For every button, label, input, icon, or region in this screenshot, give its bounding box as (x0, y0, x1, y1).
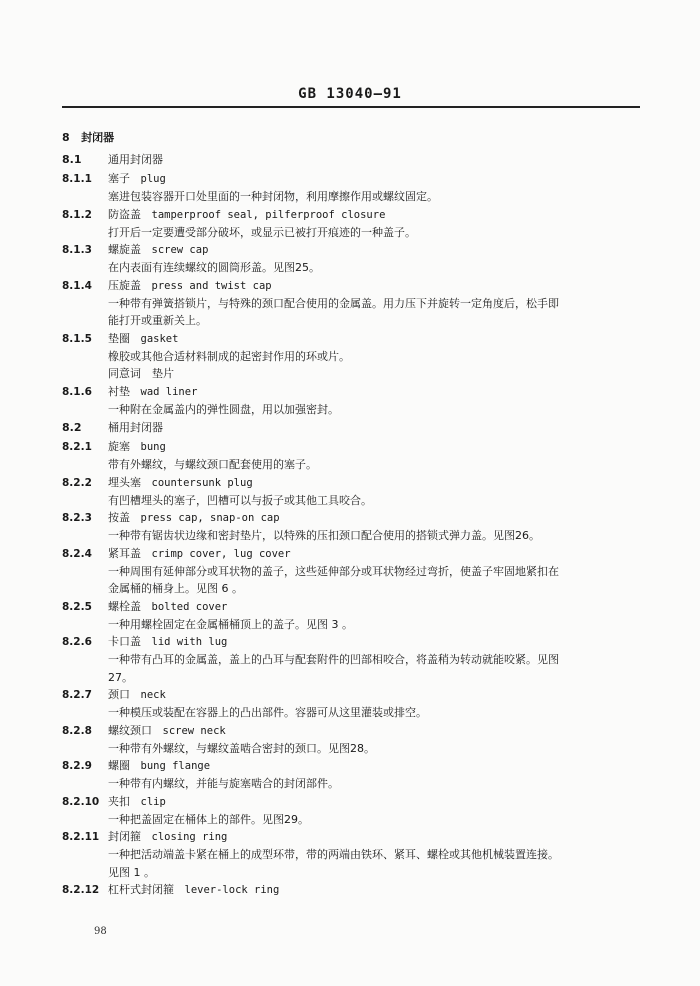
term-definition: 一种模压或装配在容器上的凸出部件。容器可从这里灌装或排空。 (108, 706, 427, 719)
term-entry (62, 598, 642, 634)
entry-number: 8.2.2 (62, 476, 92, 489)
term-entry (62, 241, 642, 277)
term-english: lever-lock ring (184, 884, 280, 896)
entry-number: 8.2.12 (62, 884, 100, 896)
term-entry (62, 545, 642, 598)
term-row (62, 722, 642, 740)
term-entry (62, 722, 642, 758)
term-row (62, 828, 642, 846)
section-heading (62, 126, 642, 150)
entry-number: 8.1.3 (62, 244, 92, 256)
term-row (62, 241, 642, 259)
term-english: screw cap (151, 244, 209, 256)
term-chinese: 旋塞 (108, 440, 130, 453)
entry-number: 8.1.2 (62, 208, 92, 221)
term-row (62, 170, 642, 188)
term-chinese: 垫圈 (108, 331, 130, 345)
term-definition: 在内表面有连续螺纹的圆筒形盖。见图25。 (108, 261, 320, 274)
term-english: bolted cover (151, 600, 228, 613)
term-definition: 同意词 垫片 (108, 367, 174, 380)
term-english: clip (140, 795, 166, 808)
term-row (62, 598, 642, 616)
term-row (62, 509, 642, 527)
term-definition: 27。 (108, 670, 133, 684)
term-english: wad liner (140, 385, 198, 398)
term-entry (62, 383, 642, 419)
term-chinese: 螺栓盖 (108, 599, 141, 613)
term-row (62, 633, 642, 651)
term-row (62, 438, 642, 456)
term-english: press cap, snap-on cap (140, 512, 280, 524)
header-rule (62, 106, 640, 108)
term-row (62, 474, 642, 492)
term-definition: 打开后一定要遭受部分破坏，或显示已被打开痕迹的一种盖子。 (108, 225, 416, 239)
term-chinese: 埋头塞 (108, 475, 141, 489)
entry-number: 8.2.11 (62, 831, 100, 843)
entry-number: 8.2.10 (62, 795, 100, 808)
term-definition: 一种附在金属盖内的弹性圆盘，用以加强密封。 (108, 402, 339, 416)
term-definition: 金属桶的桶身上。见图 6 。 (108, 582, 243, 595)
term-chinese: 螺圈 (108, 759, 130, 772)
entry-number: 8.1.1 (62, 173, 92, 185)
term-chinese: 塞子 (108, 172, 130, 185)
term-chinese: 封闭箍 (108, 830, 141, 843)
term-definition: 一种带有内螺纹，并能与旋塞啮合的封闭部件。 (108, 777, 339, 790)
term-entry (62, 793, 642, 829)
term-chinese: 防盗盖 (108, 207, 141, 221)
term-row (62, 383, 642, 401)
term-english: neck (140, 689, 166, 701)
term-chinese: 按盖 (108, 511, 130, 524)
term-definition: 一种带有弹簧搭锁片，与特殊的颈口配合使用的金属盖。用力压下并旋转一定角度后，松手即 (108, 296, 559, 310)
term-chinese: 夹扣 (108, 794, 130, 808)
term-entry (62, 881, 642, 899)
term-entry (62, 757, 642, 793)
term-chinese: 紧耳盖 (108, 546, 141, 560)
entry-number: 8.2.3 (62, 512, 92, 524)
term-entry (62, 277, 642, 330)
term-chinese: 螺纹颈口 (108, 723, 152, 737)
term-entry (62, 509, 642, 545)
term-english: bung flange (140, 760, 211, 772)
term-entry (62, 686, 642, 722)
term-entry (62, 438, 642, 474)
term-chinese: 压旋盖 (108, 278, 141, 292)
subsection-title: 通用封闭器 (108, 153, 163, 166)
document-body (62, 122, 642, 899)
term-chinese: 衬垫 (108, 384, 130, 398)
term-chinese: 螺旋盖 (108, 243, 141, 256)
term-entry (62, 170, 642, 206)
subsection-heading (62, 418, 642, 438)
entry-list (62, 150, 642, 899)
term-definition: 一种用螺栓固定在金属桶桶顶上的盖子。见图 3 。 (108, 617, 353, 631)
term-english: countersunk plug (151, 476, 253, 489)
entry-number: 8.2.8 (62, 724, 92, 737)
term-english: closing ring (151, 831, 228, 843)
term-english: gasket (140, 332, 179, 345)
term-row (62, 206, 642, 224)
term-row (62, 330, 642, 348)
standard-code-header: GB 13040—91 (298, 86, 402, 102)
term-definition: 塞进包装容器开口处里面的一种封闭物，利用摩擦作用或螺纹固定。 (108, 190, 438, 203)
term-definition: 见图 1 。 (108, 865, 155, 879)
term-chinese: 卡口盖 (108, 635, 141, 648)
entry-number: 8.2.6 (62, 636, 92, 648)
term-row (62, 545, 642, 563)
term-definition: 橡胶或其他合适材料制成的起密封作用的环或片。 (108, 349, 350, 363)
term-row (62, 793, 642, 811)
term-definition: 一种把活动端盖卡紧在桶上的成型环带，带的两端由铁环、紧耳、螺栓或其他机械装置连接。 (108, 848, 559, 861)
term-entry (62, 474, 642, 510)
entry-number: 8.1.4 (62, 279, 92, 292)
term-row (62, 757, 642, 775)
term-english: tamperproof seal, pilferproof closure (151, 208, 386, 221)
term-row (62, 686, 642, 704)
entry-number: 8.2.9 (62, 760, 92, 772)
term-chinese: 杠杆式封闭箍 (108, 883, 174, 896)
term-row (62, 277, 642, 295)
term-definition: 能打开或重新关上。 (108, 314, 207, 327)
subsection-number: 8.1 (62, 153, 82, 166)
term-english: lid with lug (151, 636, 228, 648)
term-english: crimp cover, lug cover (151, 547, 291, 560)
entry-number: 8.2.1 (62, 441, 92, 453)
term-definition: 一种周围有延伸部分或耳状物的盖子，这些延伸部分或耳状物经过弯折，使盖子牢固地紧扣在 (108, 564, 559, 578)
subsection-title: 桶用封闭器 (108, 421, 163, 434)
entry-number: 8.2.4 (62, 547, 92, 560)
page-number: 98 (94, 926, 107, 937)
term-definition: 有凹槽埋头的塞子，凹槽可以与扳子或其他工具咬合。 (108, 493, 372, 507)
term-entry (62, 828, 642, 881)
subsection-number: 8.2 (62, 421, 82, 434)
entry-number: 8.2.7 (62, 689, 92, 701)
entry-number: 8.1.6 (62, 385, 92, 398)
term-entry (62, 633, 642, 686)
term-english: plug (140, 173, 166, 185)
term-definition: 带有外螺纹，与螺纹颈口配套使用的塞子。 (108, 458, 317, 471)
term-english: screw neck (162, 724, 226, 737)
term-english: press and twist cap (151, 279, 272, 292)
term-entry (62, 206, 642, 242)
subsection-heading (62, 150, 642, 170)
term-definition: 一种带有锯齿状边缘和密封垫片，以特殊的压扣颈口配合使用的搭锁式弹力盖。见图26。 (108, 529, 540, 542)
section-number: 8 (62, 131, 70, 144)
term-chinese: 颈口 (108, 688, 130, 701)
term-row (62, 881, 642, 899)
term-definition: 一种带有凸耳的金属盖，盖上的凸耳与配套附件的凹部相咬合，将盖稍为转动就能咬紧。见图 (108, 653, 559, 666)
term-entry (62, 330, 642, 383)
term-definition: 一种把盖固定在桶体上的部件。见图29。 (108, 812, 309, 826)
section-title: 封闭器 (81, 131, 115, 144)
entry-number: 8.2.5 (62, 600, 92, 613)
entry-number: 8.1.5 (62, 332, 92, 345)
term-english: bung (140, 441, 166, 453)
term-definition: 一种带有外螺纹，与螺纹盖啮合密封的颈口。见图28。 (108, 741, 375, 755)
